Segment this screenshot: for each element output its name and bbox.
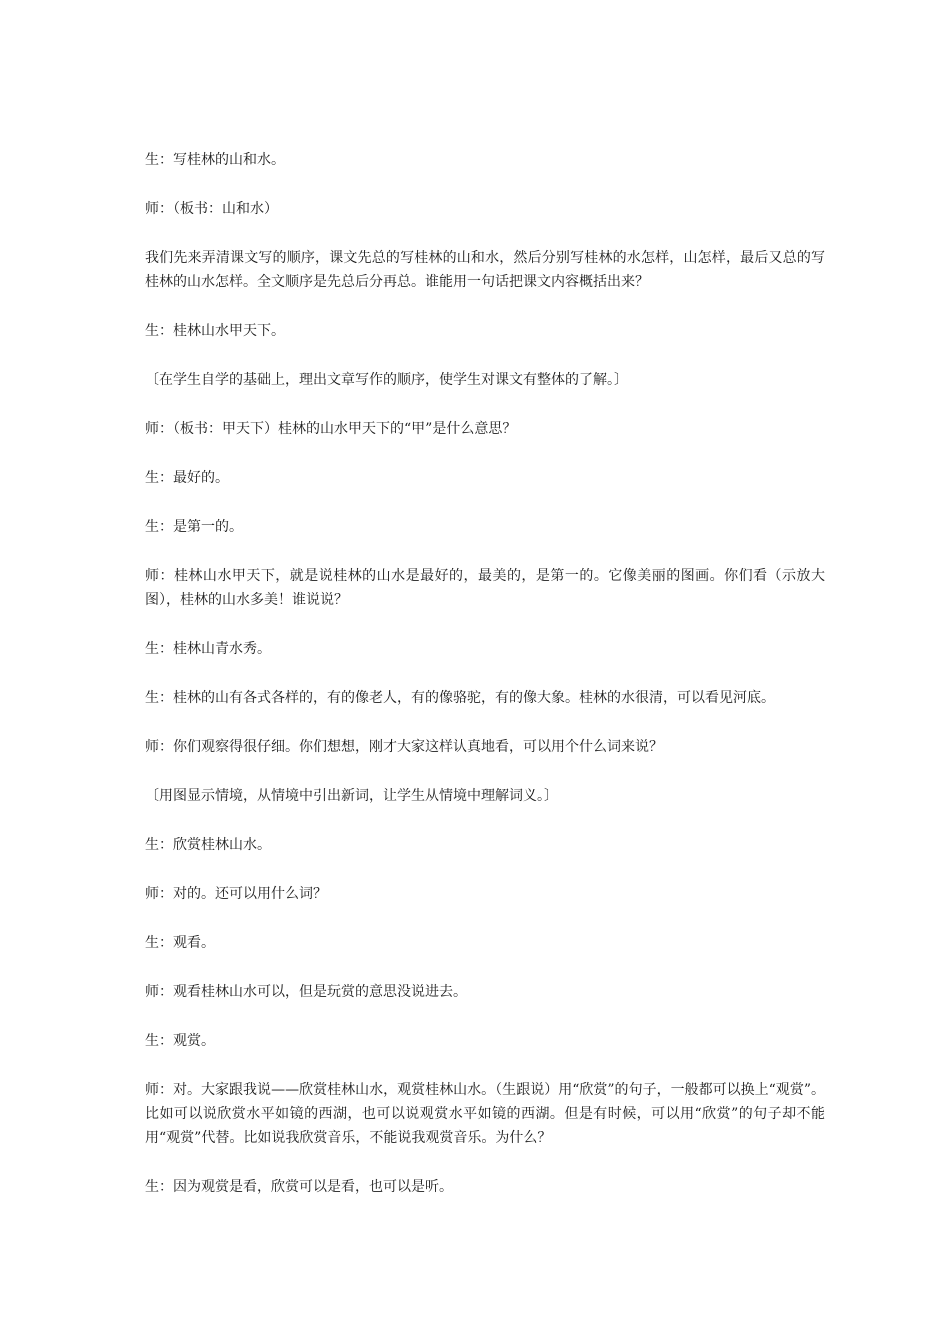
document-body <box>145 148 825 1224</box>
paragraph: 生：最好的。 <box>145 470 229 486</box>
paragraph: 师：（板书：山和水） <box>145 201 278 217</box>
paragraph: 生：观赏。 <box>145 1033 215 1049</box>
paragraph: 〔在学生自学的基础上，理出文章写作的顺序，使学生对课文有整体的了解。〕 <box>145 372 628 388</box>
paragraph: 师：你们观察得很仔细。你们想想，刚才大家这样认真地看，可以用个什么词来说？ <box>145 739 663 755</box>
paragraph: 师：对的。还可以用什么词？ <box>145 886 327 902</box>
paragraph: 生：是第一的。 <box>145 519 243 535</box>
paragraph: 生：桂林山水甲天下。 <box>145 323 285 339</box>
paragraph: 生：桂林的山有各式各样的，有的像老人，有的像骆驼，有的像大象。桂林的水很清，可以看见河底。 <box>145 690 775 706</box>
paragraph: 生：因为观赏是看，欣赏可以是看，也可以是听。 <box>145 1179 453 1195</box>
paragraph: 生：桂林山青水秀。 <box>145 641 271 657</box>
paragraph: 师：（板书：甲天下）桂林的山水甲天下的“甲”是什么意思？ <box>145 421 517 437</box>
paragraph: 生：写桂林的山和水。 <box>145 152 285 168</box>
paragraph: 〔用图显示情境，从情境中引出新词，让学生从情境中理解词义。〕 <box>145 788 558 804</box>
paragraph: 生：欣赏桂林山水。 <box>145 837 271 853</box>
paragraph: 师：桂林山水甲天下，就是说桂林的山水是最好的，最美的，是第一的。它像美丽的图画。你们看（示放大图），桂林的山水多美！谁说说？ <box>145 568 825 608</box>
paragraph: 师：观看桂林山水可以，但是玩赏的意思没说进去。 <box>145 984 467 1000</box>
paragraph: 师：对。大家跟我说——欣赏桂林山水，观赏桂林山水。（生跟说）用“欣赏”的句子，一般都可以换上“观赏”。比如可以说欣赏水平如镜的西湖，也可以说观赏水平如镜的西湖。但是有时候，可以用“欣赏”的句子却不能用“观赏”代替。比如说我欣赏音乐，不能说我观赏音乐。为什么？ <box>145 1082 825 1146</box>
paragraph: 生：观看。 <box>145 935 215 951</box>
paragraph: 我们先来弄清课文写的顺序，课文先总的写桂林的山和水，然后分别写桂林的水怎样，山怎样，最后又总的写桂林的山水怎样。全文顺序是先总后分再总。谁能用一句话把课文内容概括出来？ <box>145 250 825 290</box>
